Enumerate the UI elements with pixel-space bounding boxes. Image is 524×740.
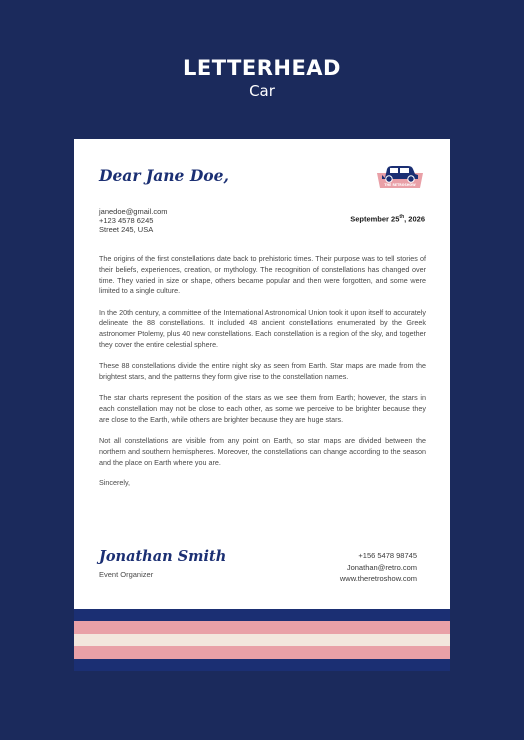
stripe-cream <box>74 634 450 646</box>
body-paragraph: These 88 constellations divide the entire night sky as seen from Earth. Star maps are made from the brightest stars, and the patterns they form give rise to the constellation names. <box>99 361 426 382</box>
sender-contact <box>99 207 167 235</box>
page-title: LETTERHEAD <box>183 56 341 80</box>
stripe-navy-bottom <box>74 659 450 671</box>
date-main: September 25 <box>350 214 400 224</box>
footer-email: Jonathan@retro.com <box>346 562 417 572</box>
sender-address: Street 245, USA <box>99 225 154 235</box>
signature-role: Event Organizer <box>99 570 154 579</box>
body-paragraph: The star charts represent the position of the stars as we see them from Earth; however, the stars in each constellation may not be close to each other, as some we perceive to be brighter because they are close to the Earth, while others are brighter because they are huge stars. <box>99 393 426 425</box>
signoff: Sincerely, <box>99 478 131 487</box>
stripe-pink-bottom <box>74 646 450 659</box>
logo-text: THE RETROSHOW <box>384 183 416 187</box>
body-paragraph: In the 20th century, a committee of the International Astronomical Union took it upon itself to accurately delineate the 88 constellations. It included 48 ancient constellations enumerated by the Greek astronomer Ptolemy, plus 40 new constellations. Each constellation is a region of the sky, and together they cover the entire celestial sphere. <box>99 307 426 350</box>
body-paragraph: The origins of the first constellations date back to prehistoric times. Their purpose was to tell stories of their beliefs, experiences, creation, or mythology. The recognition of constellations has changed over time. They varied in size or shape, others became popular and then were forgotten, and some were limited to a single culture. <box>99 254 426 296</box>
stripe-pink-top <box>74 621 450 634</box>
letter-date <box>350 214 425 224</box>
date-ordinal: th <box>399 214 405 220</box>
date-year: , 2026 <box>404 214 425 224</box>
letter-body <box>99 254 426 479</box>
footer-contact <box>340 550 417 585</box>
sender-email: janedoe@gmail.com <box>99 207 168 216</box>
footer-website: www.theretroshow.com <box>339 574 417 583</box>
stripe-navy-top <box>74 609 450 621</box>
footer-stripes <box>74 609 450 671</box>
letterhead-sheet <box>74 139 450 671</box>
footer-phone: +156 5478 98745 <box>358 551 417 560</box>
sender-phone: +123 4578 6245 <box>99 216 154 226</box>
page-subtitle: Car <box>249 82 275 100</box>
signature-name: Jonathan Smith <box>99 548 227 565</box>
greeting: Dear Jane Doe, <box>99 166 229 185</box>
retro-car-logo-icon <box>375 161 425 191</box>
body-paragraph: Not all constellations are visible from any point on Earth, so star maps are divided between the northern and southern hemispheres. Moreover, the constellations can change according to the season and the place on Earth where you are. <box>99 436 426 467</box>
